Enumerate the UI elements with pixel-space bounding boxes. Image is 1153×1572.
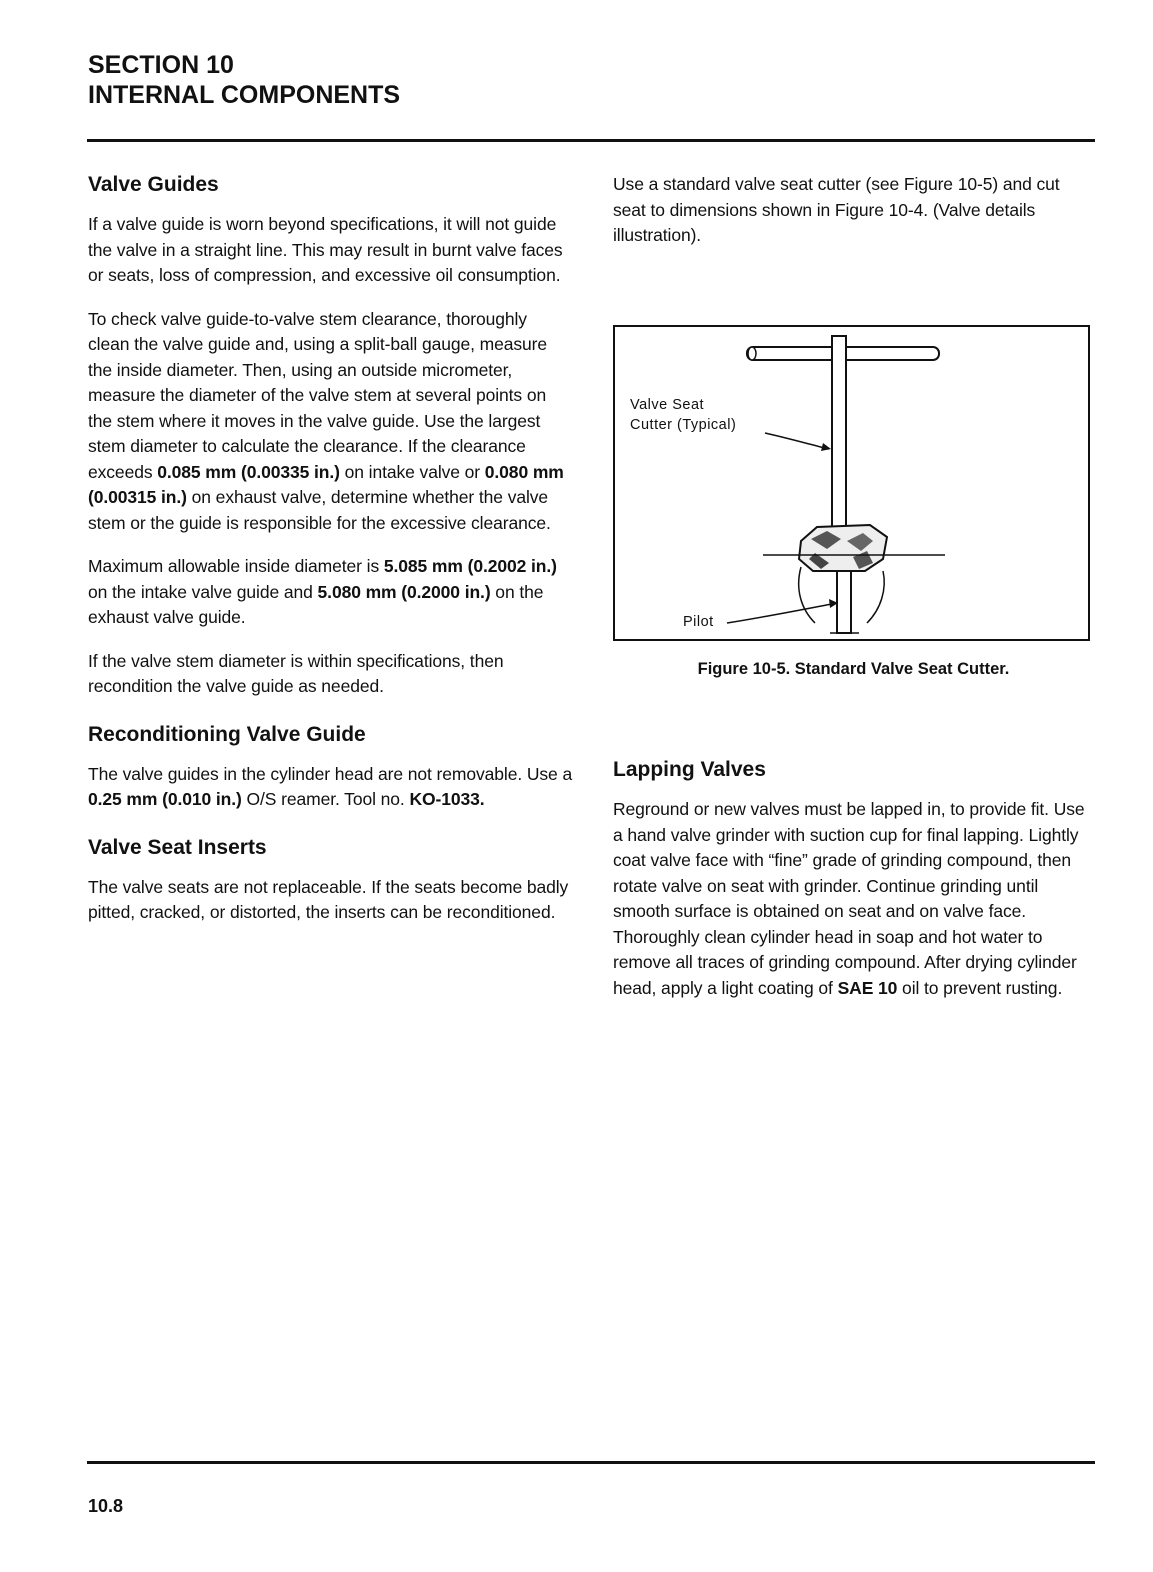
reconditioning-paragraph: The valve guides in the cylinder head are not removable. Use a 0.25 mm (0.010 in.) O/S reamer. Tool no. KO-1033. (88, 763, 573, 809)
valve-guides-paragraph-3: Maximum allowable inside diameter is 5.085 mm (0.2002 in.) on the intake valve guide and 5.080 mm (0.2000 in.) on the exhaust valve guide. (88, 556, 557, 627)
heading-valve-seat-inserts: Valve Seat Inserts (88, 835, 267, 859)
valve-seat-cutter-illustration (615, 327, 1088, 639)
figure-label-pilot: Pilot (683, 614, 714, 630)
lapping-paragraph: Reground or new valves must be lapped in, to provide fit. Use a hand valve grinder with suction cup for final lapping. Lightly coat valve face with “fine” grade of grinding compound, then rotate valve on seat with grinder. Continue grinding until smooth surface is obtained on seat and on valve face. Thoroughly clean cylinder head in soap and hot water to remove all traces of grinding compound. After drying cylinder head, apply a light coating of SAE 10 oil to prevent rusting. (613, 799, 1085, 998)
right-column-lapping (613, 757, 1095, 1019)
section-number: SECTION 10 (88, 51, 234, 79)
valve-guides-paragraph-2: To check valve guide-to-valve stem clearance, thoroughly clean the valve guide and, using a split-ball gauge, measure the inside diameter. Then, using an outside micrometer, measure the diameter of the valve stem at several points on the stem where it moves in the valve guide. Use the largest stem diameter to calculate the clearance. If the clearance exceeds 0.085 mm (0.00335 in.) on intake valve or 0.080 mm (0.00315 in.) on exhaust valve, determine whether the valve stem or the guide is responsible for the excessive clearance. (88, 308, 564, 533)
heading-reconditioning: Reconditioning Valve Guide (88, 722, 366, 746)
right-column-intro (613, 172, 1095, 267)
heading-lapping-valves: Lapping Valves (613, 758, 766, 781)
figure-valve-seat-cutter (613, 325, 1090, 641)
section-title: INTERNAL COMPONENTS (88, 81, 401, 109)
page-header (88, 50, 400, 110)
heading-valve-guides: Valve Guides (88, 173, 219, 196)
header-rule (87, 139, 1095, 142)
page-number: 10.8 (88, 1496, 124, 1516)
cutter-intro-paragraph: Use a standard valve seat cutter (see Figure 10-5) and cut seat to dimensions shown in Figure 10-4. (Valve details illustration). (613, 174, 1060, 245)
figure-label-cutter: Valve Seat Cutter (Typical) (630, 397, 737, 433)
left-column (88, 172, 573, 944)
figure-caption: Figure 10-5. Standard Valve Seat Cutter. (697, 660, 1010, 678)
valve-guides-paragraph-4: If the valve stem diameter is within specifications, then recondition the valve guide as needed. (88, 650, 504, 696)
valve-guides-paragraph-1: If a valve guide is worn beyond specifications, it will not guide the valve in a straight line. This may result in burnt valve faces or seats, loss of compression, and excessive oil consumption. (88, 214, 563, 285)
footer-rule (87, 1461, 1095, 1464)
seat-inserts-paragraph: The valve seats are not replaceable. If the seats become badly pitted, cracked, or distorted, the inserts can be reconditioned. (88, 876, 569, 922)
